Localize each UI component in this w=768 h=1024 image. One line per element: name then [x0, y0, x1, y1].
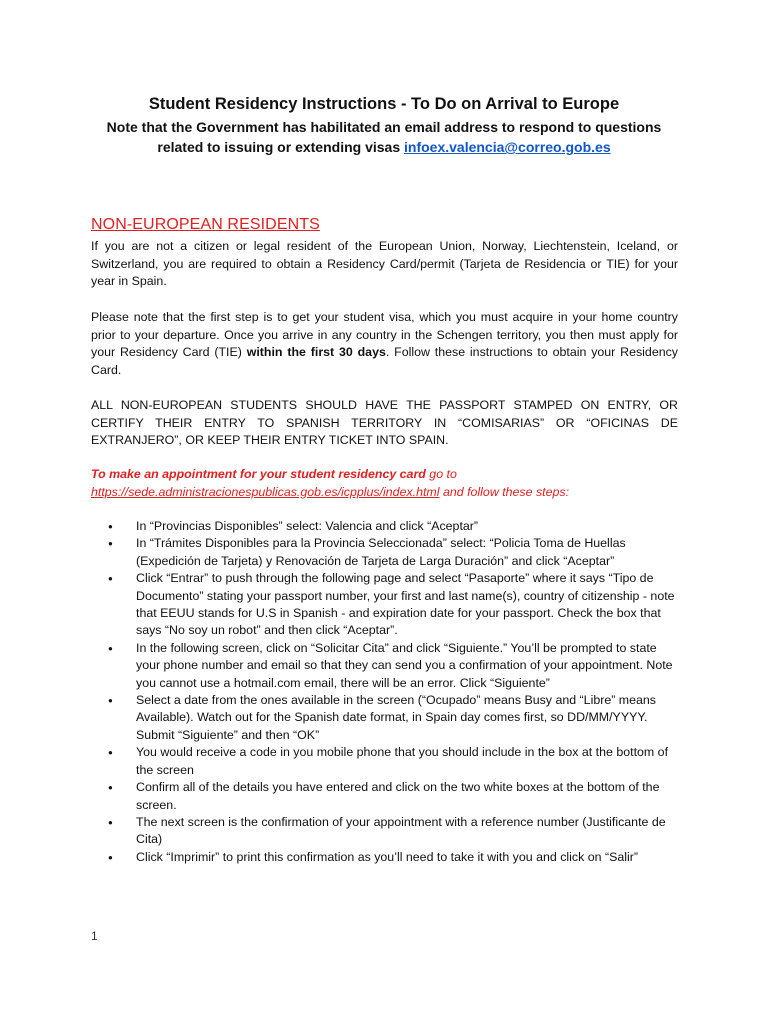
paragraph-visa-text: Please note that the first step is to get your student visa, which you must acquire in your home country prior to your departure. Once you arrive in any country in the Schengen territory, you then must apply for your Residency Card (TIE): [91, 310, 678, 360]
appointment-goto: go to: [429, 467, 457, 481]
list-item: ● In “Provincias Disponibles” select: Valencia and click “Aceptar”: [91, 518, 678, 535]
page-title: Student Residency Instructions - To Do on Arrival to Europe: [148, 95, 620, 113]
appointment-lead: To make an appointment for your student residency card: [91, 467, 426, 481]
list-item: ● Click “Entrar” to push through the following page and select “Pasaporte” where it says “Tipo de Documento” stating your passport number, your first and last name(s), country of citizenship - note that EEUU stands for U.S in Spanish - and expiration date for your passport. Check the box that says “No soy un robot” and then click “Aceptar”.: [91, 570, 678, 640]
paragraph-visa-step: [91, 309, 678, 379]
steps-list: [91, 518, 678, 866]
email-notice-text: Note that the Government has habilitated an email address to respond to questions related to issuing or extending visas: [106, 119, 662, 155]
page-number: 1: [91, 929, 98, 943]
paragraph-eligibility: If you are not a citizen or legal resident of the European Union, Norway, Liechtenstein, Iceland, or Switzerland, you are required to obtain a Residency Card/permit (Tarjeta de Residencia or TIE) for your year in Spain.: [91, 239, 678, 289]
paragraph-passport-stamp: ALL NON-EUROPEAN STUDENTS SHOULD HAVE THE PASSPORT STAMPED ON ENTRY, OR CERTIFY THEIR ENTRY TO SPANISH TERRITORY IN “COMISARIAS” OR “OFICINAS DE EXTRANJERO”, OR KEEP THEIR ENTRY TICKET INTO SPAIN.: [91, 398, 678, 448]
list-item: ● Select a date from the ones available in the screen (“Ocupado” means Busy and “Libre” means Available). Watch out for the Spanish date format, in Spain day comes first, so DD/MM/YYYY. Submit “Siguiente” and then “OK”: [91, 692, 678, 744]
paragraph-visa-tail: . Follow these instructions to obtain your Residency Card.: [91, 345, 678, 377]
list-item: ● The next screen is the confirmation of your appointment with a reference number (Justificante de Cita): [91, 814, 678, 849]
email-link[interactable]: infoex.valencia@correo.gob.es: [404, 139, 611, 155]
list-item: ● Confirm all of the details you have entered and click on the two white boxes at the bottom of the screen.: [91, 779, 678, 814]
list-item: ● In the following screen, click on “Solicitar Cita” and click “Siguiente.” You’ll be prompted to state your phone number and email so that they can send you a confirmation of your appointment. Note you cannot use a hotmail.com email, there will be an error. Click “Siguiente”: [91, 640, 678, 692]
list-item: ● In “Trámites Disponibles para la Provincia Seleccionada” select: “Policia Toma de Huellas (Expedición de Tarjeta) y Renovación de Tarjeta de Larga Duración” and click “Aceptar”: [91, 535, 678, 570]
appointment-url-link[interactable]: https://sede.administracionespublicas.gob.es/icpplus/index.html: [91, 484, 440, 499]
deadline-emphasis: within the first 30 days: [246, 345, 386, 360]
list-item: ● Click “Imprimir” to print this confirmation as you’ll need to take it with you and click on “Salir”: [91, 849, 678, 866]
list-item: ● You would receive a code in you mobile phone that you should include in the box at the bottom of the screen: [91, 744, 678, 779]
section-heading-non-european: NON-EUROPEAN RESIDENTS: [91, 216, 320, 233]
email-notice: [90, 117, 678, 157]
appointment-instructions: [91, 466, 678, 501]
appointment-tail: and follow these steps:: [442, 484, 570, 499]
